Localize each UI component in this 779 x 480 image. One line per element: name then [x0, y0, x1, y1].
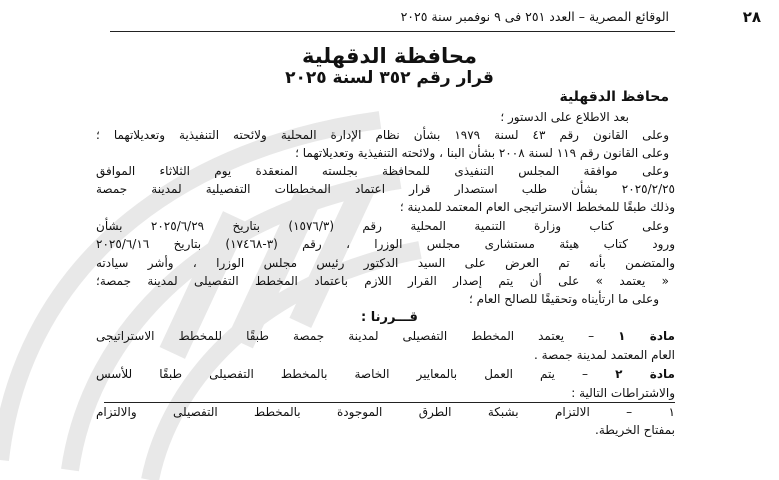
divider-rule — [104, 402, 675, 403]
preamble-line: بعد الاطلاع على الدستور ؛ — [500, 110, 629, 124]
article-1-text: – يعتمد المخطط التفصيلى لمدينة جمصة طبقًا للمخطط الاستراتيجى — [96, 329, 595, 343]
condition-item-1: ١ – الالتزام بشبكة الطرق الموجودة بالمخطط التفصيلى والالتزام — [96, 405, 675, 419]
resolved-heading: قـــررنا : — [361, 310, 418, 325]
preamble-line: وعلى كتاب وزارة التنمية المحلية رقم (١٥٧٦/٣) بتاريخ ٢٠٢٥/٦/٢٩ بشأن — [96, 219, 670, 233]
preamble-line: وذلك طبقًا للمخطط الاستراتيجى العام المعتمد للمدينة ؛ — [399, 200, 675, 214]
article-2-continuation: والاشتراطات التالية : — [571, 386, 675, 400]
article-2-label: مادة ٢ — [615, 367, 675, 381]
condition-item-1-continuation: بمفتاح الخريطة. — [595, 423, 675, 437]
preamble-line: وعلى موافقة المجلس التنفيذى للمحافظة بجلسته المنعقدة يوم الثلاثاء الموافق — [96, 164, 669, 178]
article-2 — [96, 367, 675, 381]
header-rule — [110, 31, 675, 32]
article-1-label: مادة ١ — [618, 329, 675, 343]
article-1-continuation: العام المعتمد لمدينة جمصة . — [534, 348, 675, 362]
preamble-line: والمتضمن بأنه تم العرض على السيد الدكتور رئيس مجلس الوزرا ، وأشر سيادته — [96, 256, 675, 270]
preamble-line: ورود كتاب هيئة مستشارى مجلس الوزرا ، رقم (٣-١٧٤٦٨) بتاريخ ٢٠٢٥/٦/١٦ — [96, 237, 675, 251]
page-number: ٢٨ — [742, 8, 761, 26]
preamble-line: وعلى ما ارتأيناه وتحقيقًا للصالح العام ؛ — [468, 292, 659, 306]
document-title: محافظة الدقهلية — [302, 44, 477, 68]
issuer-heading: محافظ الدقهلية — [559, 89, 669, 105]
preamble-line: وعلى القانون رقم ١١٩ لسنة ٢٠٠٨ بشأن البنا ، ولائحته التنفيذية وتعديلاتهما ؛ — [295, 146, 669, 160]
preamble-line: ٢٠٢٥/٢/٢٥ بشأن طلب استصدار قرار اعتماد المخططات التفصيلية لمدينة جمصة — [96, 182, 675, 196]
article-1 — [96, 329, 675, 343]
decree-number: قرار رقم ٣٥٢ لسنة ٢٠٢٥ — [285, 68, 494, 88]
article-2-text: – يتم العمل بالمعايير الخاصة بالمخطط التفصيلى طبقًا للأسس — [96, 367, 589, 381]
preamble-line: « يعتمد » على أن يتم إصدار القرار اللازم باعتماد المخطط التفصيلى لمدينة جمصة؛ — [96, 274, 669, 288]
running-title: الوقائع المصرية – العدد ٢٥١ فى ٩ نوفمبر سنة ٢٠٢٥ — [400, 9, 669, 24]
preamble-line: وعلى القانون رقم ٤٣ لسنة ١٩٧٩ بشأن نظام الإدارة المحلية ولائحته التنفيذية وتعديلاتهما ؛ — [96, 128, 669, 142]
